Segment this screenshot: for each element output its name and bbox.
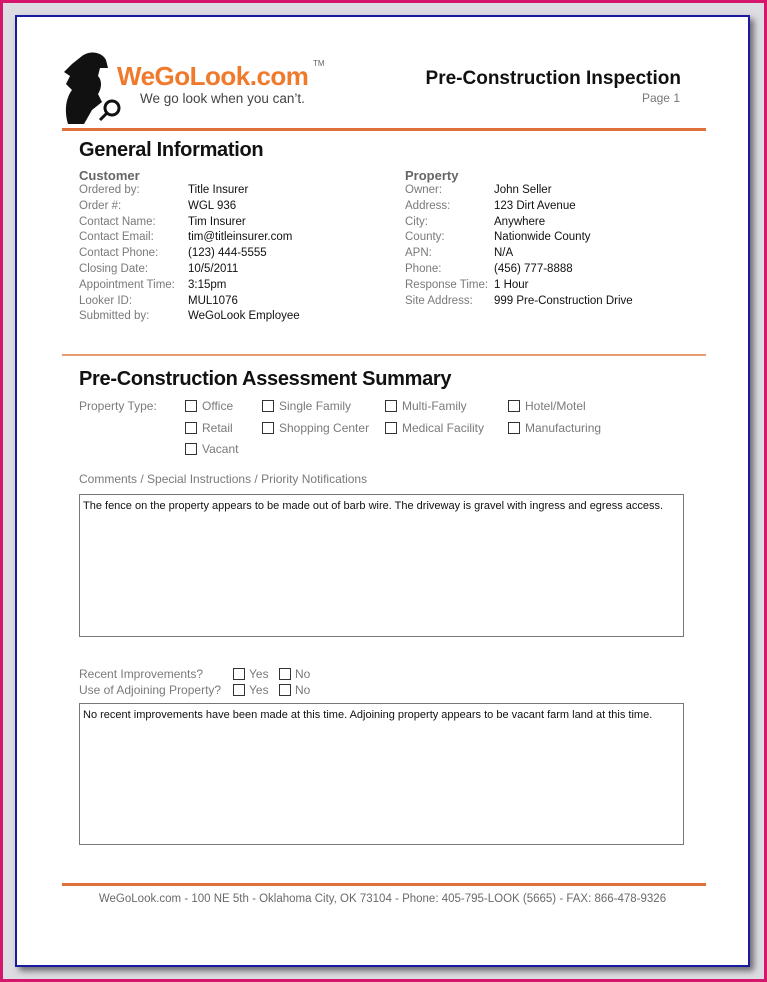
improvements-yes-label: Yes — [249, 667, 269, 681]
field-label: Response Time: — [405, 278, 489, 291]
field-label: City: — [405, 215, 428, 228]
recent-improvements-label: Recent Improvements? — [79, 667, 204, 681]
field-value: Anywhere — [494, 215, 546, 228]
detective-logo-icon — [62, 50, 124, 124]
field-label: Site Address: — [405, 294, 473, 307]
field-value: tim@titleinsurer.com — [188, 231, 293, 244]
property-type-label: Hotel/Motel — [525, 399, 586, 413]
property-type-label: Office — [202, 399, 234, 413]
field-label: Phone: — [405, 263, 442, 275]
page-number: Page 1 — [641, 91, 680, 105]
footer-contact: WeGoLook.com - 100 NE 5th - Oklahoma City, OK 73104 - Phone: 405-795-LOOK (5665) - FAX: 866-478-9326 — [98, 893, 667, 905]
field-label: Looker ID: — [79, 294, 133, 307]
field-label: APN: — [405, 247, 432, 260]
field-label: Appointment Time: — [79, 278, 175, 291]
improvements-notes-textbox[interactable]: No recent improvements have been made at this time. Adjoining property appears to be vacant farm land at this time. — [79, 703, 684, 845]
property-type-checkbox[interactable] — [185, 443, 197, 455]
improvements-yes-checkbox[interactable] — [233, 668, 245, 680]
property-type-label: Property Type: — [79, 399, 157, 413]
document-title: Pre-Construction Inspection — [425, 68, 681, 89]
adjoining-property-label: Use of Adjoining Property? — [79, 683, 222, 697]
property-type-label: Manufacturing — [525, 421, 602, 435]
field-value: (123) 444-5555 — [188, 247, 267, 260]
field-label: Owner: — [405, 184, 443, 196]
field-label: Contact Email: — [79, 231, 154, 244]
property-type-label: Shopping Center — [279, 421, 370, 435]
document-page — [15, 15, 750, 967]
adjoining-no-label: No — [295, 683, 311, 697]
property-type-label: Medical Facility — [402, 421, 485, 435]
field-value: (456) 777-8888 — [494, 263, 573, 275]
field-value: WeGoLook Employee — [188, 310, 300, 323]
field-value: WGL 936 — [188, 199, 237, 212]
adjoining-yes-label: Yes — [249, 683, 269, 697]
property-type-label: Single Family — [279, 399, 352, 413]
field-value: Nationwide County — [494, 231, 591, 244]
brand-name: WeGoLook.com — [117, 61, 309, 91]
field-value: 123 Dirt Avenue — [494, 199, 576, 212]
section-divider — [62, 354, 706, 356]
field-label: Ordered by: — [79, 184, 140, 196]
customer-heading: Customer — [79, 168, 140, 183]
trademark: TM — [313, 59, 325, 68]
property-type-checkbox[interactable] — [385, 400, 397, 412]
property-type-label: Vacant — [202, 442, 239, 456]
property-type-label: Retail — [202, 421, 233, 435]
comments-label: Comments / Special Instructions / Priority Notifications — [79, 472, 368, 486]
field-label: Contact Name: — [79, 215, 156, 228]
field-value: N/A — [494, 247, 514, 260]
property-type-checkbox[interactable] — [262, 400, 274, 412]
property-type-checkbox[interactable] — [185, 422, 197, 434]
adjoining-no-checkbox[interactable] — [279, 684, 291, 696]
field-label: Order #: — [79, 199, 122, 212]
field-value: Tim Insurer — [188, 215, 246, 228]
improvements-no-label: No — [295, 667, 311, 681]
property-heading: Property — [405, 168, 459, 183]
improvements-no-checkbox[interactable] — [279, 668, 291, 680]
field-value: 999 Pre-Construction Drive — [494, 294, 633, 307]
header-divider — [62, 128, 706, 131]
adjoining-yes-checkbox[interactable] — [233, 684, 245, 696]
property-type-label: Multi-Family — [402, 399, 467, 413]
brand-tagline: We go look when you can’t. — [140, 91, 305, 106]
field-value: 3:15pm — [188, 278, 227, 291]
field-label: County: — [405, 231, 445, 244]
field-label: Submitted by: — [79, 310, 150, 323]
assessment-heading: Pre-Construction Assessment Summary — [79, 368, 452, 390]
field-value: MUL1076 — [188, 294, 238, 307]
footer-divider — [62, 883, 706, 886]
field-value: John Seller — [494, 184, 552, 196]
property-type-checkbox[interactable] — [262, 422, 274, 434]
field-label: Closing Date: — [79, 263, 149, 275]
comments-textbox[interactable]: The fence on the property appears to be made out of barb wire. The driveway is gravel with ingress and egress access. — [79, 494, 684, 637]
field-value: 10/5/2011 — [188, 263, 239, 275]
general-information-heading: General Information — [79, 139, 264, 161]
field-value: 1 Hour — [494, 278, 529, 291]
field-value: Title Insurer — [188, 184, 249, 196]
property-type-checkbox[interactable] — [508, 422, 520, 434]
property-type-checkbox[interactable] — [385, 422, 397, 434]
field-label: Contact Phone: — [79, 247, 159, 260]
property-type-checkbox[interactable] — [508, 400, 520, 412]
property-type-checkbox[interactable] — [185, 400, 197, 412]
field-label: Address: — [405, 199, 451, 212]
